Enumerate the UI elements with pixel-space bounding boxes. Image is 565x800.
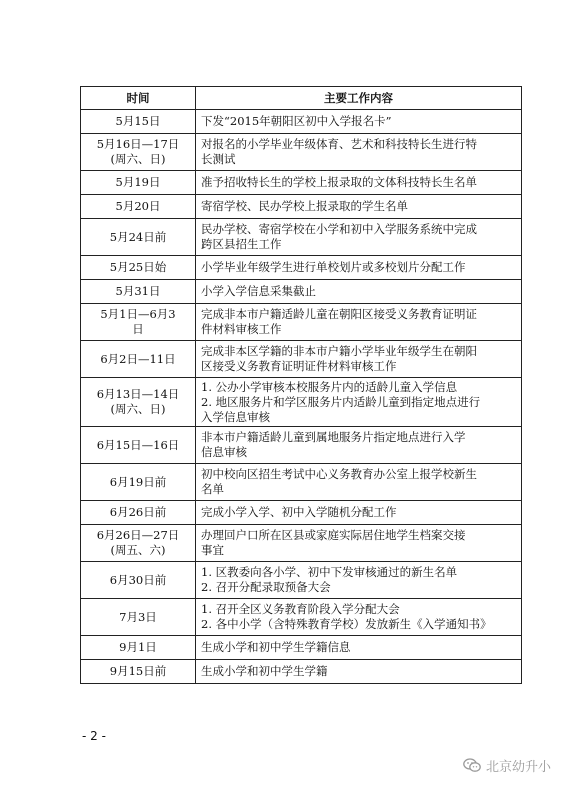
time-line: 5月1日—6月3 bbox=[100, 307, 176, 321]
task-cell bbox=[196, 636, 522, 660]
time-line: 6月26日前 bbox=[109, 505, 167, 519]
time-cell bbox=[81, 171, 196, 195]
table-row bbox=[81, 378, 522, 427]
time-cell bbox=[81, 134, 196, 171]
time-line: (周六、日) bbox=[110, 402, 166, 416]
task-line: 件材料审核工作 bbox=[201, 322, 282, 336]
task-cell bbox=[196, 378, 522, 427]
task-line: 名单 bbox=[201, 482, 224, 496]
watermark-text: 北京幼升小 bbox=[485, 760, 551, 775]
table-row bbox=[81, 599, 522, 636]
time-line: 6月2日—11日 bbox=[100, 351, 176, 366]
time-line: 9月1日 bbox=[119, 640, 157, 654]
task-line: 1. 公办小学审核本校服务片内的适龄儿童入学信息 bbox=[201, 379, 458, 394]
task-line: 准予招收特长生的学校上报录取的文体科技特长生名单 bbox=[201, 175, 477, 189]
table-row bbox=[81, 256, 522, 280]
time-line: 6月13日—14日 bbox=[96, 387, 180, 401]
table-row bbox=[81, 341, 522, 378]
time-line: 6月26日—27日 bbox=[96, 528, 180, 542]
task-line: 2. 召开分配录取预备大会 bbox=[201, 580, 331, 594]
header-task: 主要工作内容 bbox=[196, 87, 522, 110]
task-cell bbox=[196, 501, 522, 525]
task-line: 下发“2015年朝阳区初中入学报名卡” bbox=[201, 114, 392, 128]
time-cell bbox=[81, 256, 196, 280]
table-header-row bbox=[81, 87, 522, 110]
task-cell bbox=[196, 171, 522, 195]
task-line: 生成小学和初中学生学籍信息 bbox=[201, 640, 351, 654]
time-cell bbox=[81, 636, 196, 660]
task-line: 生成小学和初中学生学籍 bbox=[201, 664, 328, 678]
time-line: 5月24日前 bbox=[109, 229, 167, 244]
task-cell bbox=[196, 195, 522, 219]
task-line: 完成非本市户籍适龄儿童在朝阳区接受义务教育证明证 bbox=[201, 307, 477, 321]
time-line: (周五、六) bbox=[110, 543, 166, 557]
watermark bbox=[463, 756, 551, 775]
task-cell bbox=[196, 341, 522, 378]
task-cell bbox=[196, 134, 522, 171]
task-cell bbox=[196, 525, 522, 562]
time-cell bbox=[81, 427, 196, 464]
time-line: 日 bbox=[132, 322, 144, 336]
header-time: 时间 bbox=[81, 87, 196, 110]
task-line: 区接受义务教育证明证件材料审核工作 bbox=[201, 359, 397, 373]
time-cell bbox=[81, 562, 196, 599]
task-line: 初中校向区招生考试中心义务教育办公室上报学校新生 bbox=[201, 467, 477, 481]
task-cell bbox=[196, 256, 522, 280]
task-cell bbox=[196, 660, 522, 684]
time-cell bbox=[81, 341, 196, 378]
table-row bbox=[81, 134, 522, 171]
wechat-icon bbox=[463, 758, 481, 773]
time-line: 6月15日—16日 bbox=[96, 437, 180, 452]
time-cell bbox=[81, 304, 196, 341]
task-line: 小学毕业年级学生进行单校划片或多校划片分配工作 bbox=[201, 260, 466, 274]
task-cell bbox=[196, 280, 522, 304]
task-line: 民办学校、寄宿学校在小学和初中入学服务系统中完成 bbox=[201, 222, 477, 236]
table-row bbox=[81, 304, 522, 341]
task-line: 非本市户籍适龄儿童到属地服务片指定地点进行入学 bbox=[201, 430, 466, 444]
table-row bbox=[81, 562, 522, 599]
table-body bbox=[81, 110, 522, 684]
task-cell bbox=[196, 219, 522, 256]
table-row bbox=[81, 219, 522, 256]
task-line: 2. 地区服务片和学区服务片内适龄儿童到指定地点进行 bbox=[201, 394, 481, 409]
time-line: 5月25日始 bbox=[109, 260, 167, 274]
task-cell bbox=[196, 110, 522, 134]
time-cell bbox=[81, 501, 196, 525]
table-row bbox=[81, 660, 522, 684]
time-line: 5月15日 bbox=[115, 114, 161, 128]
time-line: 7月3日 bbox=[119, 609, 157, 624]
table-row bbox=[81, 501, 522, 525]
table-row bbox=[81, 110, 522, 134]
task-line: 1. 区教委向各小学、初中下发审核通过的新生名单 bbox=[201, 565, 458, 579]
schedule-table bbox=[80, 86, 522, 684]
table-row bbox=[81, 427, 522, 464]
table-row bbox=[81, 525, 522, 562]
table-row bbox=[81, 195, 522, 219]
time-cell bbox=[81, 660, 196, 684]
task-line: 对报名的小学毕业年级体育、艺术和科技特长生进行特 bbox=[201, 137, 477, 151]
time-line: 6月30日前 bbox=[109, 572, 167, 587]
time-line: 5月20日 bbox=[115, 199, 161, 213]
page-number: - 2 - bbox=[82, 729, 106, 743]
time-line: 5月16日—17日 bbox=[96, 137, 180, 151]
time-line: 5月31日 bbox=[115, 284, 161, 298]
time-line: 5月19日 bbox=[115, 175, 161, 189]
task-line: 1. 召开全区义务教育阶段入学分配大会 bbox=[201, 602, 400, 616]
time-cell bbox=[81, 195, 196, 219]
time-line: 6月19日前 bbox=[109, 474, 167, 489]
time-cell bbox=[81, 280, 196, 304]
table-row bbox=[81, 171, 522, 195]
time-line: (周六、日) bbox=[110, 152, 166, 166]
table-row bbox=[81, 280, 522, 304]
task-line: 长测试 bbox=[201, 152, 236, 166]
time-cell bbox=[81, 599, 196, 636]
task-cell bbox=[196, 427, 522, 464]
task-line: 小学入学信息采集截止 bbox=[201, 284, 316, 298]
task-line: 完成非本区学籍的非本市户籍小学毕业年级学生在朝阳 bbox=[201, 344, 477, 358]
task-line: 完成小学入学、初中入学随机分配工作 bbox=[201, 505, 397, 519]
time-cell bbox=[81, 110, 196, 134]
task-line: 办理回户口所在区县或家庭实际居住地学生档案交接 bbox=[201, 528, 466, 542]
task-line: 寄宿学校、民办学校上报录取的学生名单 bbox=[201, 199, 408, 213]
task-line: 信息审核 bbox=[201, 445, 247, 459]
time-cell bbox=[81, 525, 196, 562]
time-cell bbox=[81, 378, 196, 427]
time-cell bbox=[81, 464, 196, 501]
task-line: 事宜 bbox=[201, 543, 224, 557]
task-cell bbox=[196, 599, 522, 636]
task-cell bbox=[196, 562, 522, 599]
time-cell bbox=[81, 219, 196, 256]
table-row bbox=[81, 464, 522, 501]
table-row bbox=[81, 636, 522, 660]
task-cell bbox=[196, 304, 522, 341]
task-line: 2. 各中小学（含特殊教育学校）发放新生《入学通知书》 bbox=[201, 617, 492, 631]
task-line: 跨区县招生工作 bbox=[201, 237, 282, 251]
time-line: 9月15日前 bbox=[109, 664, 167, 678]
task-cell bbox=[196, 464, 522, 501]
task-line: 入学信息审核 bbox=[201, 409, 270, 424]
